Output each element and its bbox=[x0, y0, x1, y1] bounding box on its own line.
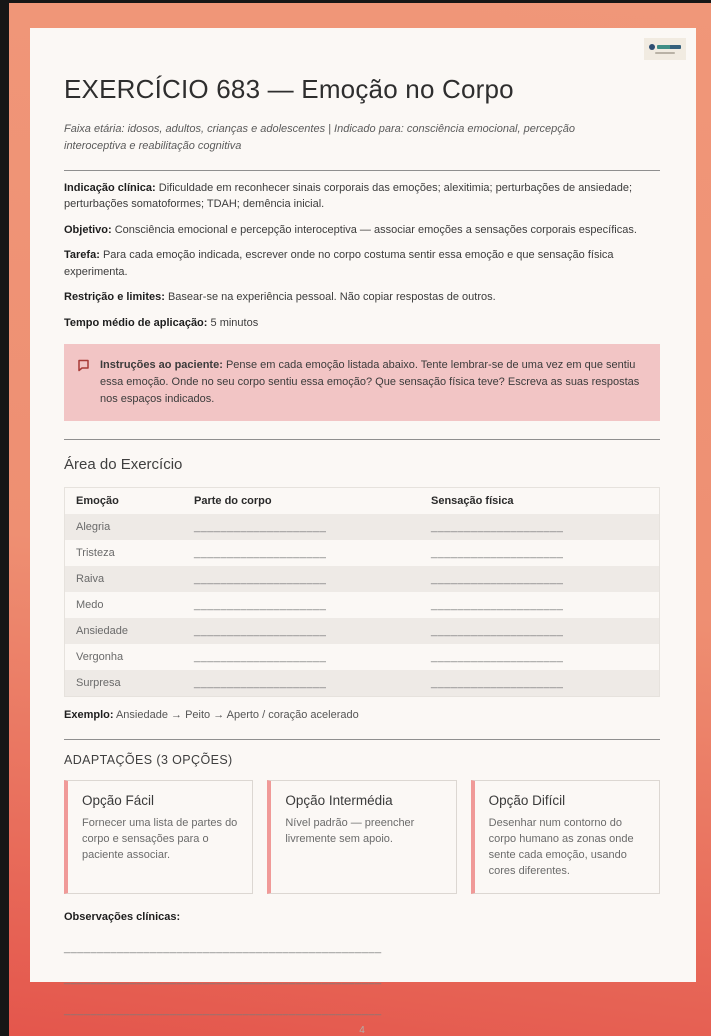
meta-task-label: Tarefa: bbox=[64, 249, 100, 262]
adaptations-heading: ADAPTAÇÕES (3 OPÇÕES) bbox=[64, 753, 233, 768]
brand-logo-wordmark bbox=[657, 45, 681, 49]
body-part-blank: ____________________ bbox=[194, 521, 327, 534]
patient-instructions-box bbox=[64, 344, 660, 421]
meta-indication-text: Dificuldade em reconhecer sinais corporais das emoções; alexitimia; perturbações de ansiedade; perturbações somatoformes; TDAH; demência inicial. bbox=[64, 181, 633, 211]
option-card-intermediate bbox=[267, 780, 456, 894]
option-intermediate-text: Nível padrão — preencher livremente sem apoio. bbox=[285, 817, 415, 846]
option-easy-title: Opção Fácil bbox=[82, 793, 155, 809]
sensation-blank: ____________________ bbox=[431, 599, 564, 612]
adaptation-options bbox=[64, 780, 660, 894]
emotion-label: Alegria bbox=[76, 521, 111, 534]
option-card-easy bbox=[64, 780, 253, 894]
table-row-tristeza bbox=[65, 540, 659, 566]
page-subtitle: Faixa etária: idosos, adultos, crianças e adolescentes | Indicado para: consciência emocional, percepção interoceptiva e reabilitação cognitiva bbox=[64, 122, 575, 153]
body-part-blank: ____________________ bbox=[194, 651, 327, 664]
example-line bbox=[64, 709, 660, 721]
table-row-vergonha bbox=[65, 644, 659, 670]
observation-blank-line: ________________________________________________ bbox=[64, 973, 382, 986]
column-header-body-part: Parte do corpo bbox=[194, 495, 272, 508]
emotion-label: Tristeza bbox=[76, 547, 115, 560]
emotion-label: Surpresa bbox=[76, 677, 121, 690]
emotion-table bbox=[64, 487, 660, 697]
emotion-label: Medo bbox=[76, 599, 104, 612]
column-header-emotion: Emoção bbox=[76, 495, 119, 508]
brand-logo-tagline bbox=[655, 52, 675, 54]
sensation-blank: ____________________ bbox=[431, 521, 564, 534]
meta-task bbox=[64, 247, 660, 280]
meta-section bbox=[64, 180, 660, 332]
option-card-hard bbox=[471, 780, 660, 894]
meta-restrictions bbox=[64, 289, 660, 306]
meta-objective-text: Consciência emocional e percepção interoceptiva — associar emoções a sensações corporais específicas. bbox=[114, 223, 637, 236]
sensation-blank: ____________________ bbox=[431, 651, 564, 664]
option-hard-title: Opção Difícil bbox=[488, 793, 566, 809]
body-part-blank: ____________________ bbox=[194, 547, 327, 560]
meta-objective bbox=[64, 222, 660, 239]
body-part-blank: ____________________ bbox=[194, 573, 327, 586]
emotion-label: Ansiedade bbox=[76, 625, 128, 638]
meta-duration-label: Tempo médio de aplicação: bbox=[64, 316, 208, 329]
sensation-blank: ____________________ bbox=[431, 677, 564, 690]
column-header-physical-sensation: Sensação física bbox=[431, 495, 514, 508]
patient-instructions-label: Instruções ao paciente: bbox=[100, 359, 223, 372]
meta-duration-text: 5 minutos bbox=[210, 316, 259, 329]
sensation-blank: ____________________ bbox=[431, 547, 564, 560]
body-part-blank: ____________________ bbox=[194, 599, 327, 612]
divider bbox=[64, 170, 660, 171]
table-row-medo bbox=[65, 592, 659, 618]
page-title: EXERCÍCIO 683 — Emoção no Corpo bbox=[64, 74, 514, 104]
meta-objective-label: Objetivo: bbox=[64, 223, 112, 236]
example-label: Exemplo: bbox=[64, 709, 114, 722]
emotion-label: Vergonha bbox=[76, 651, 124, 664]
exercise-area-heading: Área do Exercício bbox=[64, 456, 183, 474]
meta-indication-label: Indicação clínica: bbox=[64, 181, 156, 194]
patient-instructions-paragraph bbox=[100, 357, 644, 408]
option-intermediate-title: Opção Intermédia bbox=[285, 793, 393, 809]
sensation-blank: ____________________ bbox=[431, 625, 564, 638]
clinical-observations-section bbox=[64, 911, 660, 1016]
option-easy-text: Fornecer uma lista de partes do corpo e sensações para o paciente associar. bbox=[82, 817, 238, 862]
table-row-surpresa bbox=[65, 670, 659, 696]
speech-bubble-icon bbox=[77, 359, 90, 408]
table-row-alegria bbox=[65, 514, 659, 540]
sensation-blank: ____________________ bbox=[431, 573, 564, 586]
emotion-label: Raiva bbox=[76, 573, 105, 586]
option-hard-text: Desenhar num contorno do corpo humano as zonas onde sente cada emoção, usando cores diferentes. bbox=[488, 817, 634, 878]
page-number: 4 bbox=[359, 1025, 365, 1036]
divider bbox=[64, 439, 660, 440]
meta-indication bbox=[64, 180, 660, 213]
document-page bbox=[30, 28, 696, 1036]
meta-restrictions-label: Restrição e limites: bbox=[64, 291, 165, 304]
meta-duration bbox=[64, 315, 660, 332]
brand-logo-icon bbox=[649, 44, 655, 50]
observation-blank-line: ________________________________________________ bbox=[64, 942, 382, 955]
table-row-ansiedade bbox=[65, 618, 659, 644]
divider bbox=[64, 739, 660, 740]
table-row-raiva bbox=[65, 566, 659, 592]
patient-instructions-text: Pense em cada emoção listada abaixo. Tente lembrar-se de uma vez em que sentiu essa emoção. Onde no seu corpo sentiu essa emoção? Que sensação física teve? Escreva as suas respostas nos espaços indicados. bbox=[100, 359, 640, 406]
example-text: Ansiedade → Peito → Aperto / coração acelerado bbox=[115, 709, 359, 722]
background-gradient bbox=[9, 3, 711, 1036]
clinical-observations-label: Observações clínicas: bbox=[64, 911, 181, 924]
table-header-row bbox=[65, 488, 659, 514]
body-part-blank: ____________________ bbox=[194, 625, 327, 638]
observation-blank-line: ________________________________________________ bbox=[64, 1004, 382, 1017]
body-part-blank: ____________________ bbox=[194, 677, 327, 690]
brand-logo bbox=[644, 38, 686, 60]
meta-restrictions-text: Basear-se na experiência pessoal. Não copiar respostas de outros. bbox=[167, 291, 496, 304]
meta-task-text: Para cada emoção indicada, escrever onde no corpo costuma sentir essa emoção e que sensação física experimenta. bbox=[64, 249, 614, 278]
